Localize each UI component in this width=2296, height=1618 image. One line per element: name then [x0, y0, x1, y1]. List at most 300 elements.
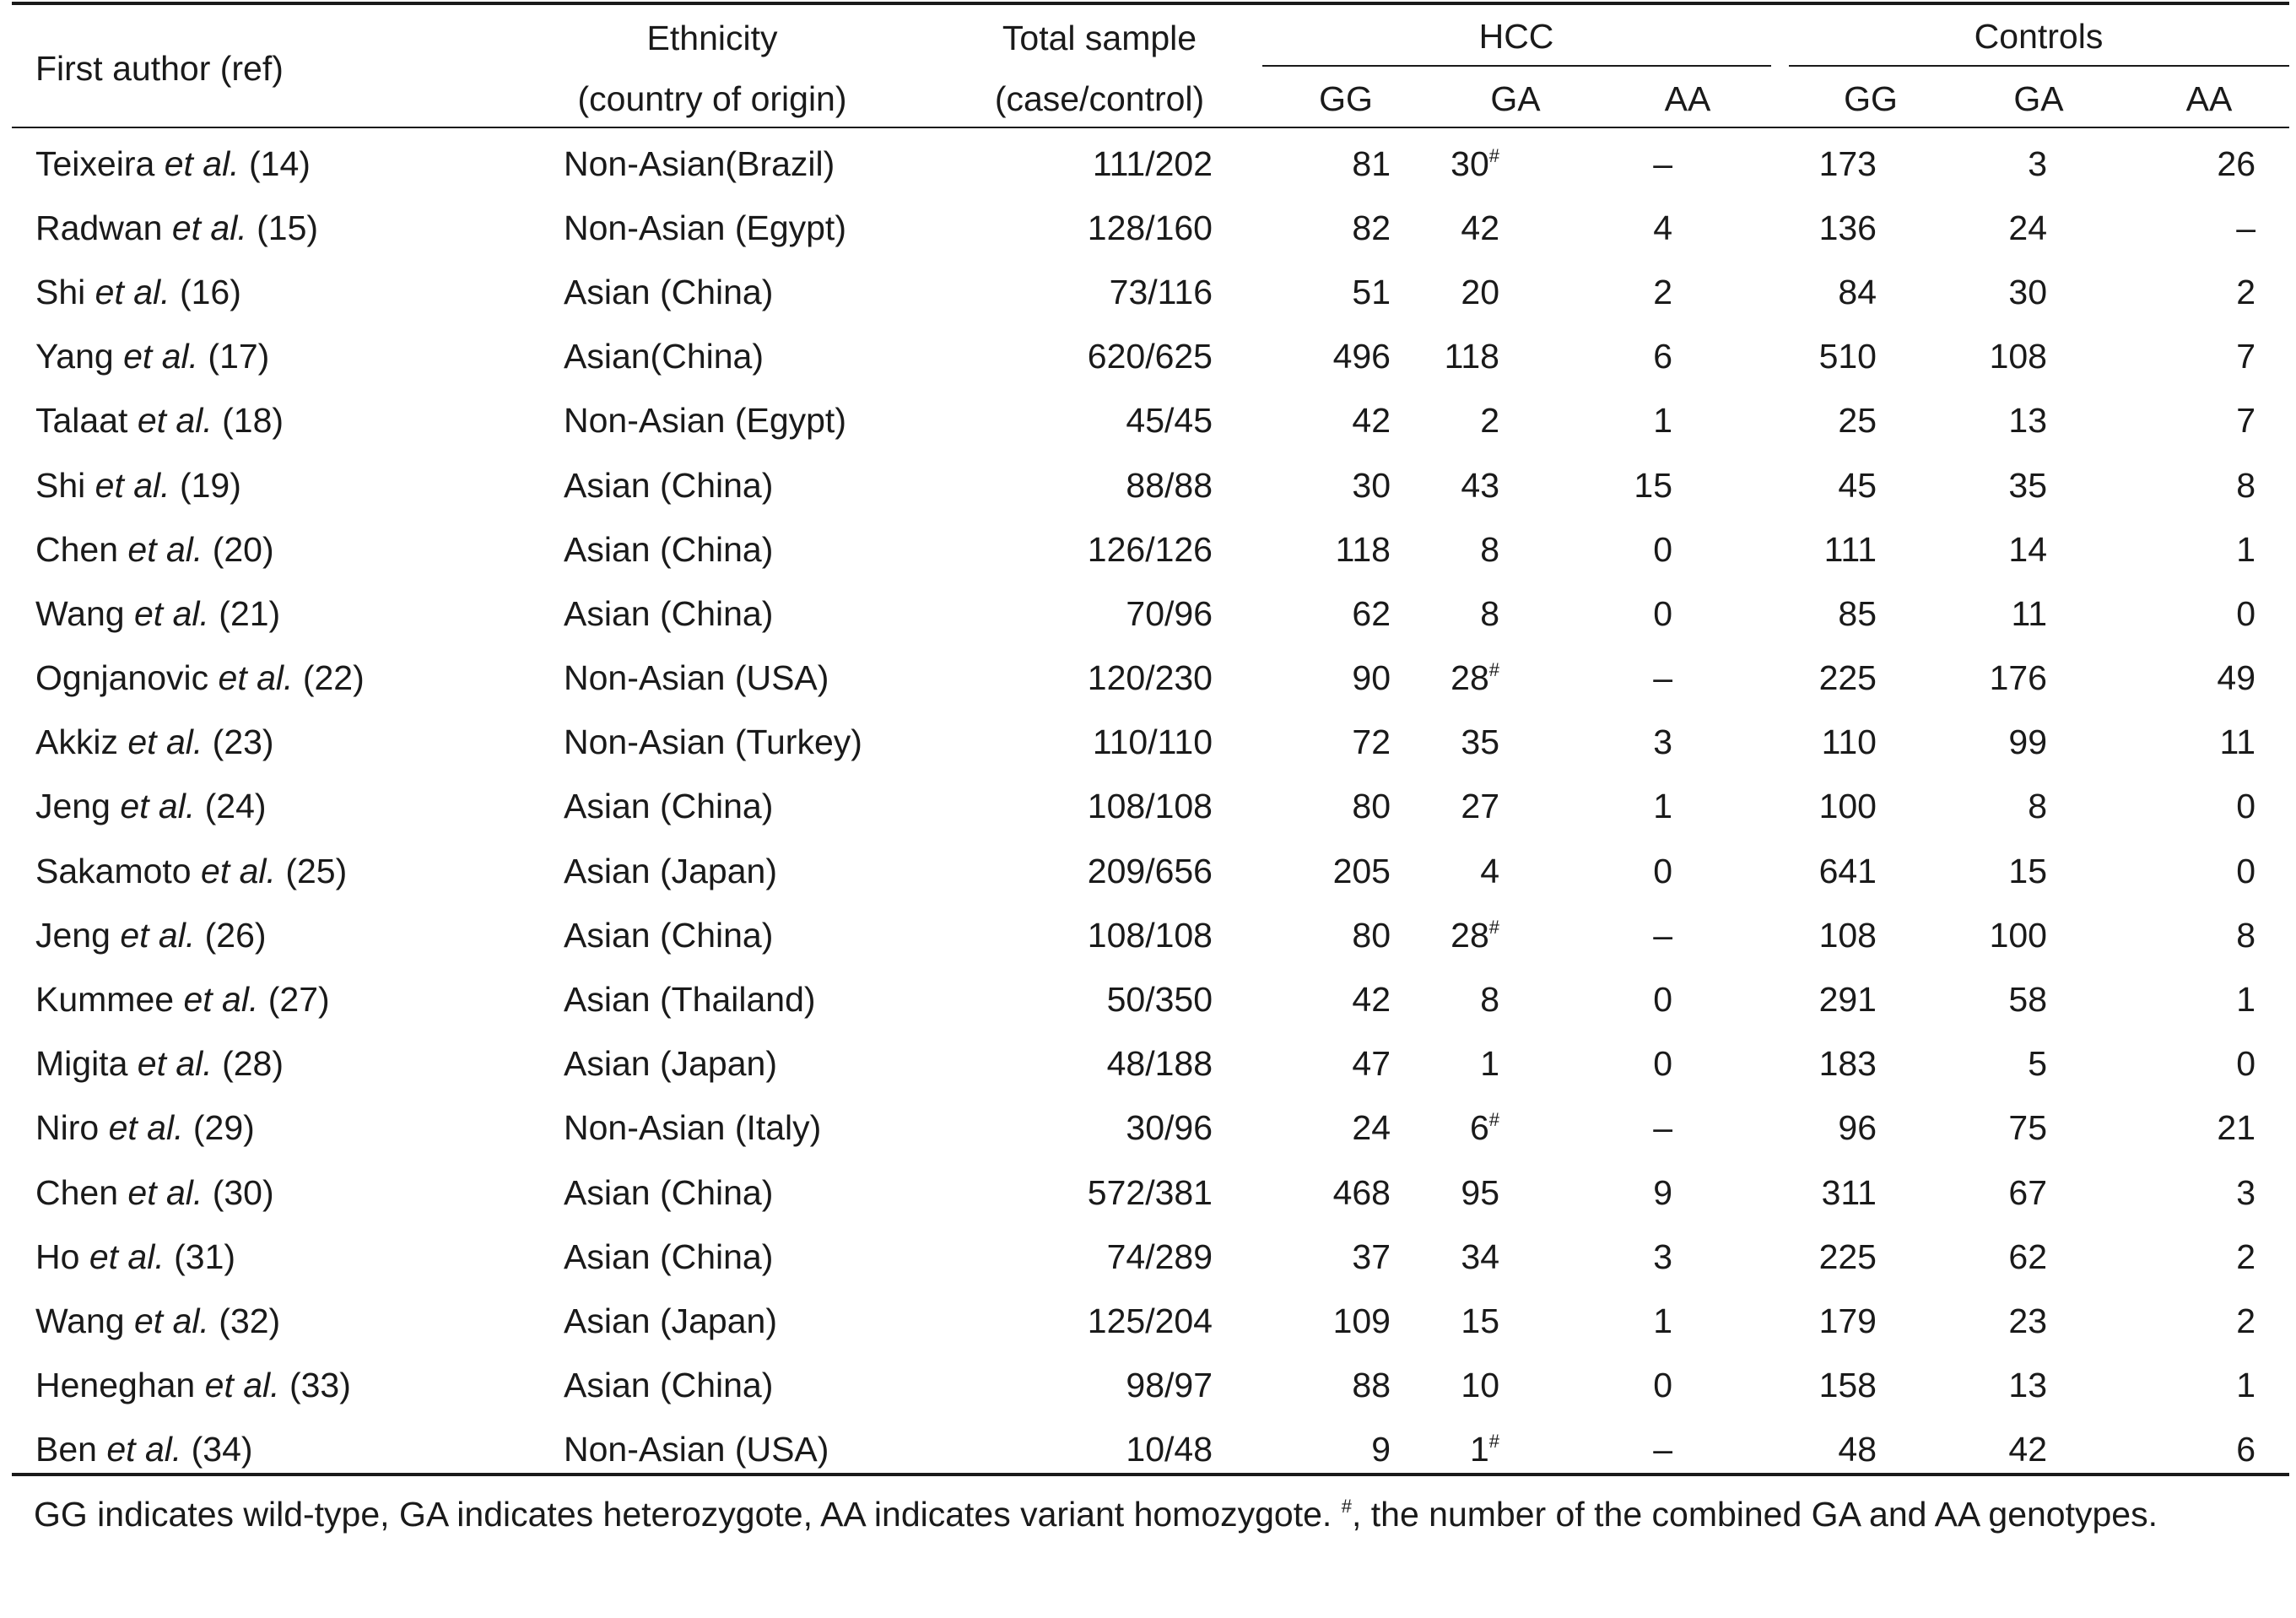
controls-ga-cell: 176 — [1989, 658, 2047, 698]
ethnicity-cell: Non-Asian (Egypt) — [564, 401, 846, 441]
hcc-gg-cell: 51 — [1352, 272, 1391, 311]
hcc-ga-cell — [1394, 517, 1553, 582]
reference-number: (34) — [191, 1430, 253, 1469]
total-sample-cell: 45/45 — [1126, 401, 1213, 441]
hcc-ga-cell — [1394, 1354, 1553, 1418]
total-sample-cell: 620/625 — [1087, 337, 1213, 376]
author-cell — [12, 1289, 559, 1353]
et-al: et al. — [201, 851, 276, 890]
author-cell — [12, 711, 559, 775]
ethnicity-cell: Asian (China) — [564, 1172, 774, 1212]
total-sample-cell: 108/108 — [1087, 787, 1213, 826]
author-cell — [12, 453, 559, 517]
controls-aa-cell: 0 — [2236, 851, 2255, 890]
table-top-rule — [12, 2, 2289, 5]
hcc-ga-value: 8 — [1480, 593, 1499, 633]
controls-aa-cell: 0 — [2236, 1044, 2255, 1084]
hcc-ga-value: 2 — [1480, 401, 1499, 441]
hcc-aa-cell: 0 — [1653, 529, 1672, 569]
total-sample-cell: 128/160 — [1087, 208, 1213, 247]
hcc-gg-cell: 118 — [1335, 529, 1391, 569]
total-sample-cell: 48/188 — [1106, 1044, 1213, 1084]
header-ctl-ga: GA — [2013, 79, 2064, 118]
reference-number: (33) — [289, 1366, 351, 1405]
author-name: Ben — [35, 1430, 97, 1469]
et-al: et al. — [127, 1172, 203, 1212]
controls-gg-cell: 179 — [1818, 1301, 1877, 1340]
hcc-ga-value: 4 — [1480, 851, 1499, 890]
table-row — [12, 1032, 2289, 1096]
controls-ga-cell: 13 — [2008, 401, 2047, 441]
table-row — [12, 260, 2289, 324]
hcc-aa-cell: 2 — [1653, 272, 1672, 311]
et-al: et al. — [183, 980, 259, 1020]
table-row — [12, 1289, 2289, 1353]
controls-gg-cell: 225 — [1818, 658, 1877, 698]
author-name: Wang — [35, 1301, 125, 1340]
ethnicity-cell: Asian (Japan) — [564, 851, 777, 890]
controls-aa-cell: 49 — [2217, 658, 2255, 698]
hcc-gg-cell: 72 — [1352, 722, 1391, 762]
reference-number: (14) — [248, 143, 311, 183]
table-row — [12, 517, 2289, 582]
et-al: et al. — [95, 465, 170, 505]
ethnicity-cell: Asian (China) — [564, 1236, 774, 1276]
et-al: et al. — [134, 1301, 209, 1340]
author-name: Wang — [35, 593, 125, 633]
controls-gg-cell: 183 — [1818, 1044, 1877, 1084]
controls-gg-cell: 96 — [1838, 1108, 1877, 1148]
hcc-ga-value: 35 — [1461, 722, 1499, 762]
controls-aa-cell: 1 — [2236, 1366, 2255, 1405]
hcc-ga-cell — [1394, 453, 1553, 517]
author-cell — [12, 389, 559, 453]
author-name: Yang — [35, 337, 114, 376]
ethnicity-cell: Asian (Japan) — [564, 1301, 777, 1340]
reference-number: (31) — [174, 1236, 236, 1276]
table-row — [12, 196, 2289, 260]
controls-ga-cell: 75 — [2008, 1108, 2047, 1148]
hcc-ga-value: 8 — [1480, 980, 1499, 1020]
author-name: Ho — [35, 1236, 80, 1276]
controls-ga-cell: 99 — [2008, 722, 2047, 762]
hcc-ga-cell — [1394, 582, 1553, 646]
header-bottom-rule — [12, 127, 2289, 128]
hcc-ga-value: 43 — [1461, 465, 1499, 505]
et-al: et al. — [123, 337, 199, 376]
hcc-ga-cell — [1394, 711, 1553, 775]
table-row — [12, 1225, 2289, 1289]
controls-gg-cell: 291 — [1818, 980, 1877, 1020]
hcc-ga-cell — [1394, 1289, 1553, 1353]
hcc-gg-cell: 42 — [1352, 401, 1391, 441]
ethnicity-cell: Non-Asian (Italy) — [564, 1108, 822, 1148]
hcc-gg-cell: 205 — [1332, 851, 1391, 890]
table-row — [12, 647, 2289, 711]
hcc-ga-value: 118 — [1444, 337, 1499, 376]
hcc-ga-value: 1 — [1480, 1044, 1499, 1084]
hcc-ga-value: 10 — [1461, 1366, 1499, 1405]
et-al: et al. — [106, 1430, 182, 1469]
et-al: et al. — [218, 658, 294, 698]
header-hcc-aa: AA — [1664, 79, 1711, 118]
controls-aa-cell: 1 — [2236, 980, 2255, 1020]
et-al: et al. — [89, 1236, 165, 1276]
hcc-ga-value: 20 — [1461, 272, 1499, 311]
hcc-gg-cell: 80 — [1352, 787, 1391, 826]
table-row — [12, 132, 2289, 196]
total-sample-cell: 126/126 — [1087, 529, 1213, 569]
author-cell — [12, 517, 559, 582]
hcc-aa-cell: 1 — [1653, 787, 1672, 826]
hcc-aa-cell: 3 — [1653, 722, 1672, 762]
total-sample-cell: 10/48 — [1126, 1430, 1213, 1469]
controls-ga-cell: 42 — [2008, 1430, 2047, 1469]
hcc-aa-cell: – — [1653, 1430, 1672, 1469]
hcc-ga-cell — [1394, 903, 1553, 967]
reference-number: (29) — [192, 1108, 255, 1148]
author-cell — [12, 132, 559, 196]
table-bottom-rule — [12, 1473, 2289, 1476]
hcc-ga-cell — [1394, 1225, 1553, 1289]
hcc-ga-value: 27 — [1461, 787, 1499, 826]
reference-number: (23) — [212, 722, 274, 762]
hcc-ga-value: 28 — [1451, 658, 1489, 698]
et-al: et al. — [120, 915, 196, 955]
hcc-ga-value: 1 — [1469, 1430, 1489, 1469]
ethnicity-cell: Non-Asian(Brazil) — [564, 143, 835, 183]
ethnicity-cell: Non-Asian (Turkey) — [564, 722, 862, 762]
author-cell — [12, 325, 559, 389]
reference-number: (16) — [179, 272, 241, 311]
ethnicity-cell: Asian (China) — [564, 529, 774, 569]
et-al: et al. — [164, 143, 240, 183]
et-al: et al. — [171, 208, 247, 247]
controls-aa-cell: 21 — [2217, 1108, 2255, 1148]
footnote-text-end: , the number of the combined GA and AA genotypes. — [1351, 1495, 2158, 1534]
controls-gg-cell: 100 — [1818, 787, 1877, 826]
controls-aa-cell: 3 — [2236, 1172, 2255, 1212]
author-cell — [12, 903, 559, 967]
header-total-sample: Total sample — [1002, 19, 1197, 57]
reference-number: (22) — [302, 658, 365, 698]
et-al: et al. — [137, 1044, 213, 1084]
controls-gg-cell: 48 — [1838, 1430, 1877, 1469]
total-sample-cell: 74/289 — [1106, 1236, 1213, 1276]
controls-aa-cell: 8 — [2236, 465, 2255, 505]
author-cell — [12, 967, 559, 1031]
table-row — [12, 711, 2289, 775]
reference-number: (27) — [267, 980, 330, 1020]
header-ctl-aa: AA — [2185, 79, 2233, 118]
author-name: Niro — [35, 1108, 100, 1148]
hcc-aa-cell: – — [1653, 1108, 1672, 1148]
table-row — [12, 903, 2289, 967]
table-row — [12, 839, 2289, 903]
table-row — [12, 1161, 2289, 1225]
hcc-aa-cell: 1 — [1653, 1301, 1672, 1340]
author-name: Chen — [35, 1172, 119, 1212]
et-al: et al. — [120, 787, 196, 826]
header-hcc-gg: GG — [1319, 79, 1373, 118]
hcc-ga-cell — [1394, 132, 1553, 196]
controls-aa-cell: 2 — [2236, 1301, 2255, 1340]
author-cell — [12, 1354, 559, 1418]
ethnicity-cell: Asian (China) — [564, 465, 774, 505]
controls-ga-cell: 62 — [2008, 1236, 2047, 1276]
controls-aa-cell: 6 — [2236, 1430, 2255, 1469]
hcc-aa-cell: 9 — [1653, 1172, 1672, 1212]
header-first-author: First author (ref) — [35, 49, 284, 88]
controls-ga-cell: 67 — [2008, 1172, 2047, 1212]
hcc-ga-cell — [1394, 389, 1553, 453]
controls-aa-cell: 11 — [2219, 722, 2255, 762]
table-row — [12, 582, 2289, 646]
author-name: Chen — [35, 529, 119, 569]
combined-genotype-mark: # — [1488, 1109, 1499, 1131]
reference-number: (15) — [257, 208, 319, 247]
controls-ga-cell: 11 — [2011, 593, 2047, 633]
ethnicity-cell: Asian (China) — [564, 915, 774, 955]
controls-gg-cell: 158 — [1818, 1366, 1877, 1405]
header-controls: Controls — [1974, 17, 2104, 56]
et-al: et al. — [204, 1366, 280, 1405]
author-name: Heneghan — [35, 1366, 196, 1405]
author-name: Migita — [35, 1044, 128, 1084]
controls-ga-cell: 8 — [2028, 787, 2047, 826]
total-sample-cell: 108/108 — [1087, 915, 1213, 955]
table-row — [12, 453, 2289, 517]
controls-gg-cell: 136 — [1818, 208, 1877, 247]
controls-aa-cell: – — [2236, 208, 2255, 247]
footnote-mark: # — [1341, 1496, 1352, 1517]
controls-aa-cell: 26 — [2217, 143, 2255, 183]
ethnicity-cell: Non-Asian (USA) — [564, 1430, 829, 1469]
total-sample-cell: 110/110 — [1092, 722, 1213, 762]
controls-ga-cell: 23 — [2008, 1301, 2047, 1340]
controls-gg-cell: 641 — [1818, 851, 1877, 890]
reference-number: (20) — [212, 529, 274, 569]
author-name: Ognjanovic — [35, 658, 209, 698]
reference-number: (26) — [204, 915, 267, 955]
controls-aa-cell: 2 — [2236, 1236, 2255, 1276]
controls-ga-cell: 30 — [2008, 272, 2047, 311]
hcc-ga-value: 8 — [1480, 529, 1499, 569]
controls-group-rule — [1789, 65, 2289, 67]
author-cell — [12, 1032, 559, 1096]
total-sample-cell: 98/97 — [1126, 1366, 1213, 1405]
controls-ga-cell: 14 — [2008, 529, 2047, 569]
hcc-aa-cell: 0 — [1653, 593, 1672, 633]
ethnicity-cell: Asian (China) — [564, 1366, 774, 1405]
hcc-gg-cell: 109 — [1332, 1301, 1391, 1340]
controls-gg-cell: 45 — [1838, 465, 1877, 505]
hcc-aa-cell: – — [1653, 143, 1672, 183]
reference-number: (18) — [222, 401, 284, 441]
data-table — [12, 132, 2289, 1482]
author-name: Jeng — [35, 787, 111, 826]
controls-gg-cell: 84 — [1838, 272, 1877, 311]
hcc-ga-cell — [1394, 775, 1553, 839]
table-row — [12, 325, 2289, 389]
controls-gg-cell: 110 — [1821, 722, 1877, 762]
header-ctl-gg: GG — [1844, 79, 1898, 118]
hcc-ga-cell — [1394, 325, 1553, 389]
hcc-gg-cell: 80 — [1352, 915, 1391, 955]
total-sample-cell: 209/656 — [1087, 851, 1213, 890]
author-cell — [12, 196, 559, 260]
combined-genotype-mark: # — [1488, 916, 1499, 938]
hcc-ga-value: 30 — [1451, 143, 1489, 183]
hcc-gg-cell: 88 — [1352, 1366, 1391, 1405]
ethnicity-cell: Asian (Japan) — [564, 1044, 777, 1084]
hcc-aa-cell: 15 — [1634, 465, 1672, 505]
hcc-ga-cell — [1394, 196, 1553, 260]
author-name: Radwan — [35, 208, 163, 247]
hcc-aa-cell: 0 — [1653, 980, 1672, 1020]
hcc-aa-cell: 0 — [1653, 1366, 1672, 1405]
total-sample-cell: 73/116 — [1109, 272, 1213, 311]
hcc-gg-cell: 24 — [1352, 1108, 1391, 1148]
hcc-gg-cell: 47 — [1352, 1044, 1391, 1084]
controls-ga-cell: 35 — [2008, 465, 2047, 505]
combined-genotype-mark: # — [1488, 144, 1499, 166]
ethnicity-cell: Non-Asian (Egypt) — [564, 208, 846, 247]
hcc-aa-cell: 3 — [1653, 1236, 1672, 1276]
ethnicity-cell: Asian (China) — [564, 787, 774, 826]
hcc-ga-cell — [1394, 1032, 1553, 1096]
hcc-aa-cell: 0 — [1653, 1044, 1672, 1084]
total-sample-cell: 30/96 — [1126, 1108, 1213, 1148]
controls-gg-cell: 311 — [1821, 1172, 1877, 1212]
author-name: Sakamoto — [35, 851, 192, 890]
et-al: et al. — [127, 529, 203, 569]
controls-ga-cell: 5 — [2028, 1044, 2047, 1084]
hcc-gg-cell: 496 — [1332, 337, 1391, 376]
hcc-aa-cell: – — [1653, 915, 1672, 955]
hcc-gg-cell: 468 — [1332, 1172, 1391, 1212]
table-row — [12, 1354, 2289, 1418]
header-ethnicity-sub: (country of origin) — [577, 79, 847, 118]
hcc-gg-cell: 90 — [1352, 658, 1391, 698]
controls-aa-cell: 7 — [2236, 401, 2255, 441]
author-cell — [12, 582, 559, 646]
controls-ga-cell: 13 — [2008, 1366, 2047, 1405]
reference-number: (30) — [212, 1172, 274, 1212]
author-cell — [12, 839, 559, 903]
author-cell — [12, 647, 559, 711]
total-sample-cell: 120/230 — [1087, 658, 1213, 698]
controls-ga-cell: 3 — [2028, 143, 2047, 183]
hcc-ga-cell — [1394, 647, 1553, 711]
hcc-ga-value: 34 — [1461, 1236, 1499, 1276]
controls-aa-cell: 0 — [2236, 593, 2255, 633]
ethnicity-cell: Asian (China) — [564, 593, 774, 633]
controls-gg-cell: 108 — [1818, 915, 1877, 955]
footnote-text-start: GG indicates wild-type, GA indicates heterozygote, AA indicates variant homozygote. — [34, 1495, 1342, 1534]
total-sample-cell: 111/202 — [1092, 143, 1213, 183]
author-cell — [12, 1161, 559, 1225]
hcc-gg-cell: 82 — [1352, 208, 1391, 247]
author-name: Akkiz — [35, 722, 118, 762]
table-row — [12, 967, 2289, 1031]
author-name: Jeng — [35, 915, 111, 955]
reference-number: (25) — [285, 851, 348, 890]
et-al: et al. — [108, 1108, 184, 1148]
controls-ga-cell: 58 — [2008, 980, 2047, 1020]
header-hcc-ga: GA — [1490, 79, 1541, 118]
controls-gg-cell: 225 — [1818, 1236, 1877, 1276]
hcc-gg-cell: 62 — [1352, 593, 1391, 633]
hcc-ga-cell — [1394, 260, 1553, 324]
controls-gg-cell: 510 — [1818, 337, 1877, 376]
hcc-gg-cell: 30 — [1352, 465, 1391, 505]
controls-ga-cell: 15 — [2008, 851, 2047, 890]
hcc-ga-value: 28 — [1451, 915, 1489, 955]
author-name: Talaat — [35, 401, 128, 441]
total-sample-cell: 70/96 — [1126, 593, 1213, 633]
hcc-group-rule — [1262, 65, 1771, 67]
et-al: et al. — [95, 272, 170, 311]
reference-number: (21) — [219, 593, 281, 633]
reference-number: (28) — [222, 1044, 284, 1084]
reference-number: (19) — [179, 465, 241, 505]
controls-ga-cell: 108 — [1989, 337, 2047, 376]
table-row — [12, 389, 2289, 453]
author-name: Shi — [35, 272, 86, 311]
controls-aa-cell: 2 — [2236, 272, 2255, 311]
controls-gg-cell: 173 — [1818, 143, 1877, 183]
table-footnote — [34, 1482, 2270, 1546]
reference-number: (32) — [219, 1301, 281, 1340]
hcc-aa-cell: 1 — [1653, 401, 1672, 441]
hcc-gg-cell: 42 — [1352, 980, 1391, 1020]
hcc-ga-value: 6 — [1469, 1108, 1489, 1148]
controls-ga-cell: 24 — [2008, 208, 2047, 247]
hcc-ga-value: 42 — [1461, 208, 1499, 247]
hcc-aa-cell: 6 — [1653, 337, 1672, 376]
hcc-ga-value: 95 — [1461, 1172, 1499, 1212]
et-al: et al. — [127, 722, 203, 762]
hcc-aa-cell: – — [1653, 658, 1672, 698]
total-sample-cell: 50/350 — [1106, 980, 1213, 1020]
controls-gg-cell: 25 — [1838, 401, 1877, 441]
author-cell — [12, 775, 559, 839]
ethnicity-cell: Non-Asian (USA) — [564, 658, 829, 698]
table-row — [12, 775, 2289, 839]
combined-genotype-mark: # — [1488, 659, 1499, 681]
header-hcc: HCC — [1478, 17, 1554, 56]
author-cell — [12, 1225, 559, 1289]
combined-genotype-mark: # — [1488, 1431, 1499, 1453]
author-name: Shi — [35, 465, 86, 505]
total-sample-cell: 572/381 — [1087, 1172, 1213, 1212]
et-al: et al. — [137, 401, 213, 441]
reference-number: (24) — [204, 787, 267, 826]
hcc-ga-cell — [1394, 1161, 1553, 1225]
ethnicity-cell: Asian(China) — [564, 337, 764, 376]
hcc-gg-cell: 9 — [1371, 1430, 1391, 1469]
et-al: et al. — [134, 593, 209, 633]
hcc-ga-value: 15 — [1461, 1301, 1499, 1340]
total-sample-cell: 125/204 — [1087, 1301, 1213, 1340]
controls-aa-cell: 1 — [2236, 529, 2255, 569]
hcc-ga-cell — [1394, 967, 1553, 1031]
header-ethnicity: Ethnicity — [646, 19, 778, 57]
table-row — [12, 1096, 2289, 1161]
controls-aa-cell: 8 — [2236, 915, 2255, 955]
controls-ga-cell: 100 — [1989, 915, 2047, 955]
